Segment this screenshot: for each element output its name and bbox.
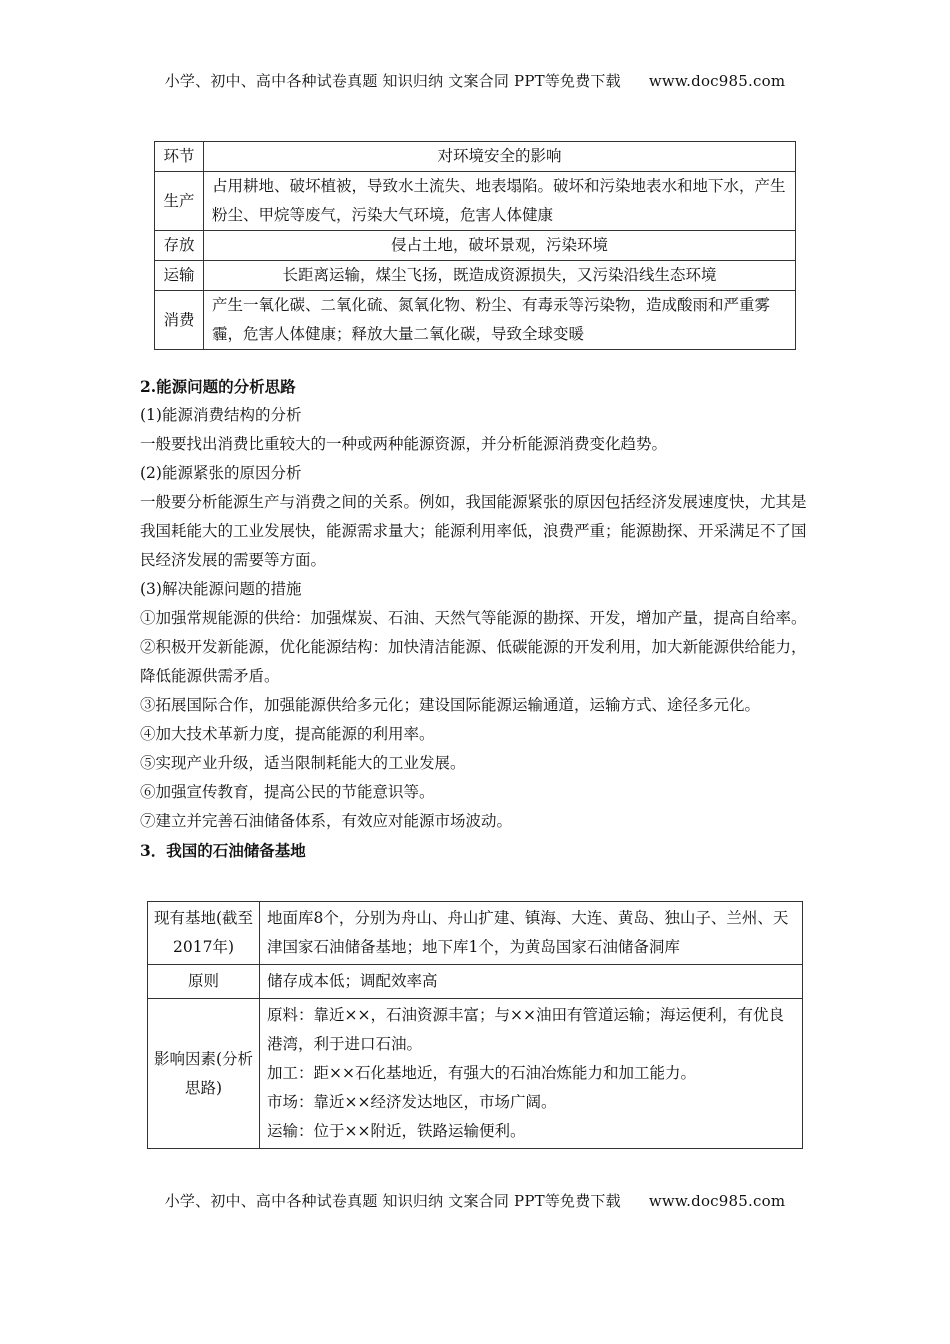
- subsection-title: (2)能源紧张的原因分析: [140, 464, 302, 482]
- environment-impact-table: [154, 141, 796, 350]
- measure-item: ①加强常规能源的供给：加强煤炭、石油、天然气等能源的勘探、开发，增加产量，提高自给率。: [140, 609, 807, 627]
- content-line: 运输：位于××附近，铁路运输便利。: [267, 1122, 526, 1140]
- oil-reserve-table: [147, 901, 803, 1149]
- section-title: 3．我国的石油储备基地: [140, 841, 306, 860]
- impact-cell: 长距离运输，煤尘飞扬，既造成资源损失，又污染沿线生态环境: [204, 261, 796, 291]
- paragraph: 一般要找出消费比重较大的一种或两种能源资源，并分析能源消费变化趋势。: [140, 435, 668, 453]
- paragraph: 一般要分析能源生产与消费之间的关系。例如，我国能源紧张的原因包括经济发展速度快，尤其是我国耗能大的工业发展快，能源需求量大；能源利用率低，浪费严重；能源勘探、开采满足不了国民经济发展的需要等方面。: [140, 493, 807, 569]
- table-row: [148, 902, 803, 965]
- page-header: [0, 70, 950, 91]
- table-row: [155, 291, 796, 350]
- content-cell: [260, 965, 803, 999]
- header-text: 小学、初中、高中各种试卷真题 知识归纳 文案合同 PPT等免费下载: [164, 72, 621, 90]
- stage-cell: 存放: [155, 231, 204, 261]
- subsection-title: (3)解决能源问题的措施: [140, 580, 302, 598]
- table-row: [155, 172, 796, 231]
- content-line: 市场：靠近××经济发达地区，市场广阔。: [267, 1093, 557, 1111]
- table-header-cell: 对环境安全的影响: [204, 142, 796, 172]
- label-cell: 现有基地(截至2017年): [148, 902, 260, 965]
- content-cell: [260, 999, 803, 1149]
- stage-cell: 运输: [155, 261, 204, 291]
- footer-url[interactable]: www.doc985.com: [648, 1192, 786, 1210]
- section-energy-analysis: [140, 372, 815, 865]
- measure-item: ④加大技术革新力度，提高能源的利用率。: [140, 725, 435, 743]
- content-line: 原料：靠近××，石油资源丰富；与××油田有管道运输；海运便利，有优良港湾，利于进口石油。: [267, 1006, 784, 1053]
- content-line: 地面库8个，分别为舟山、舟山扩建、镇海、大连、黄岛、独山子、兰州、天津国家石油储备基地；地下库1个，为黄岛国家石油储备洞库: [267, 909, 789, 956]
- footer-text: 小学、初中、高中各种试卷真题 知识归纳 文案合同 PPT等免费下载: [164, 1192, 621, 1210]
- label-cell: 影响因素(分析思路): [148, 999, 260, 1149]
- measure-item: ②积极开发新能源，优化能源结构：加快清洁能源、低碳能源的开发利用，加大新能源供给能力，降低能源供需矛盾。: [140, 638, 807, 685]
- content-cell: [260, 902, 803, 965]
- header-url[interactable]: www.doc985.com: [648, 72, 786, 90]
- table-row: [148, 999, 803, 1149]
- stage-cell: 消费: [155, 291, 204, 350]
- section-title: 2.能源问题的分析思路: [140, 377, 296, 396]
- impact-cell: 产生一氧化碳、二氧化硫、氮氧化物、粉尘、有毒汞等污染物，造成酸雨和严重雾霾，危害人体健康；释放大量二氧化碳，导致全球变暖: [204, 291, 796, 350]
- impact-cell: 侵占土地，破坏景观，污染环境: [204, 231, 796, 261]
- page-footer: [0, 1190, 950, 1211]
- table-header-row: [155, 142, 796, 172]
- content-line: 加工：距××石化基地近，有强大的石油冶炼能力和加工能力。: [267, 1064, 696, 1082]
- impact-cell: 占用耕地、破坏植被，导致水土流失、地表塌陷。破坏和污染地表水和地下水，产生粉尘、甲烷等废气，污染大气环境，危害人体健康: [204, 172, 796, 231]
- table-row: [155, 261, 796, 291]
- measure-item: ③拓展国际合作，加强能源供给多元化；建设国际能源运输通道，运输方式、途径多元化。: [140, 696, 761, 714]
- table-header-cell: 环节: [155, 142, 204, 172]
- measure-item: ⑤实现产业升级，适当限制耗能大的工业发展。: [140, 754, 466, 772]
- label-cell: 原则: [148, 965, 260, 999]
- measure-item: ⑥加强宣传教育，提高公民的节能意识等。: [140, 783, 435, 801]
- measure-item: ⑦建立并完善石油储备体系，有效应对能源市场波动。: [140, 812, 513, 830]
- table-row: [148, 965, 803, 999]
- content-line: 储存成本低；调配效率高: [267, 972, 438, 990]
- subsection-title: (1)能源消费结构的分析: [140, 406, 302, 424]
- table-row: [155, 231, 796, 261]
- stage-cell: 生产: [155, 172, 204, 231]
